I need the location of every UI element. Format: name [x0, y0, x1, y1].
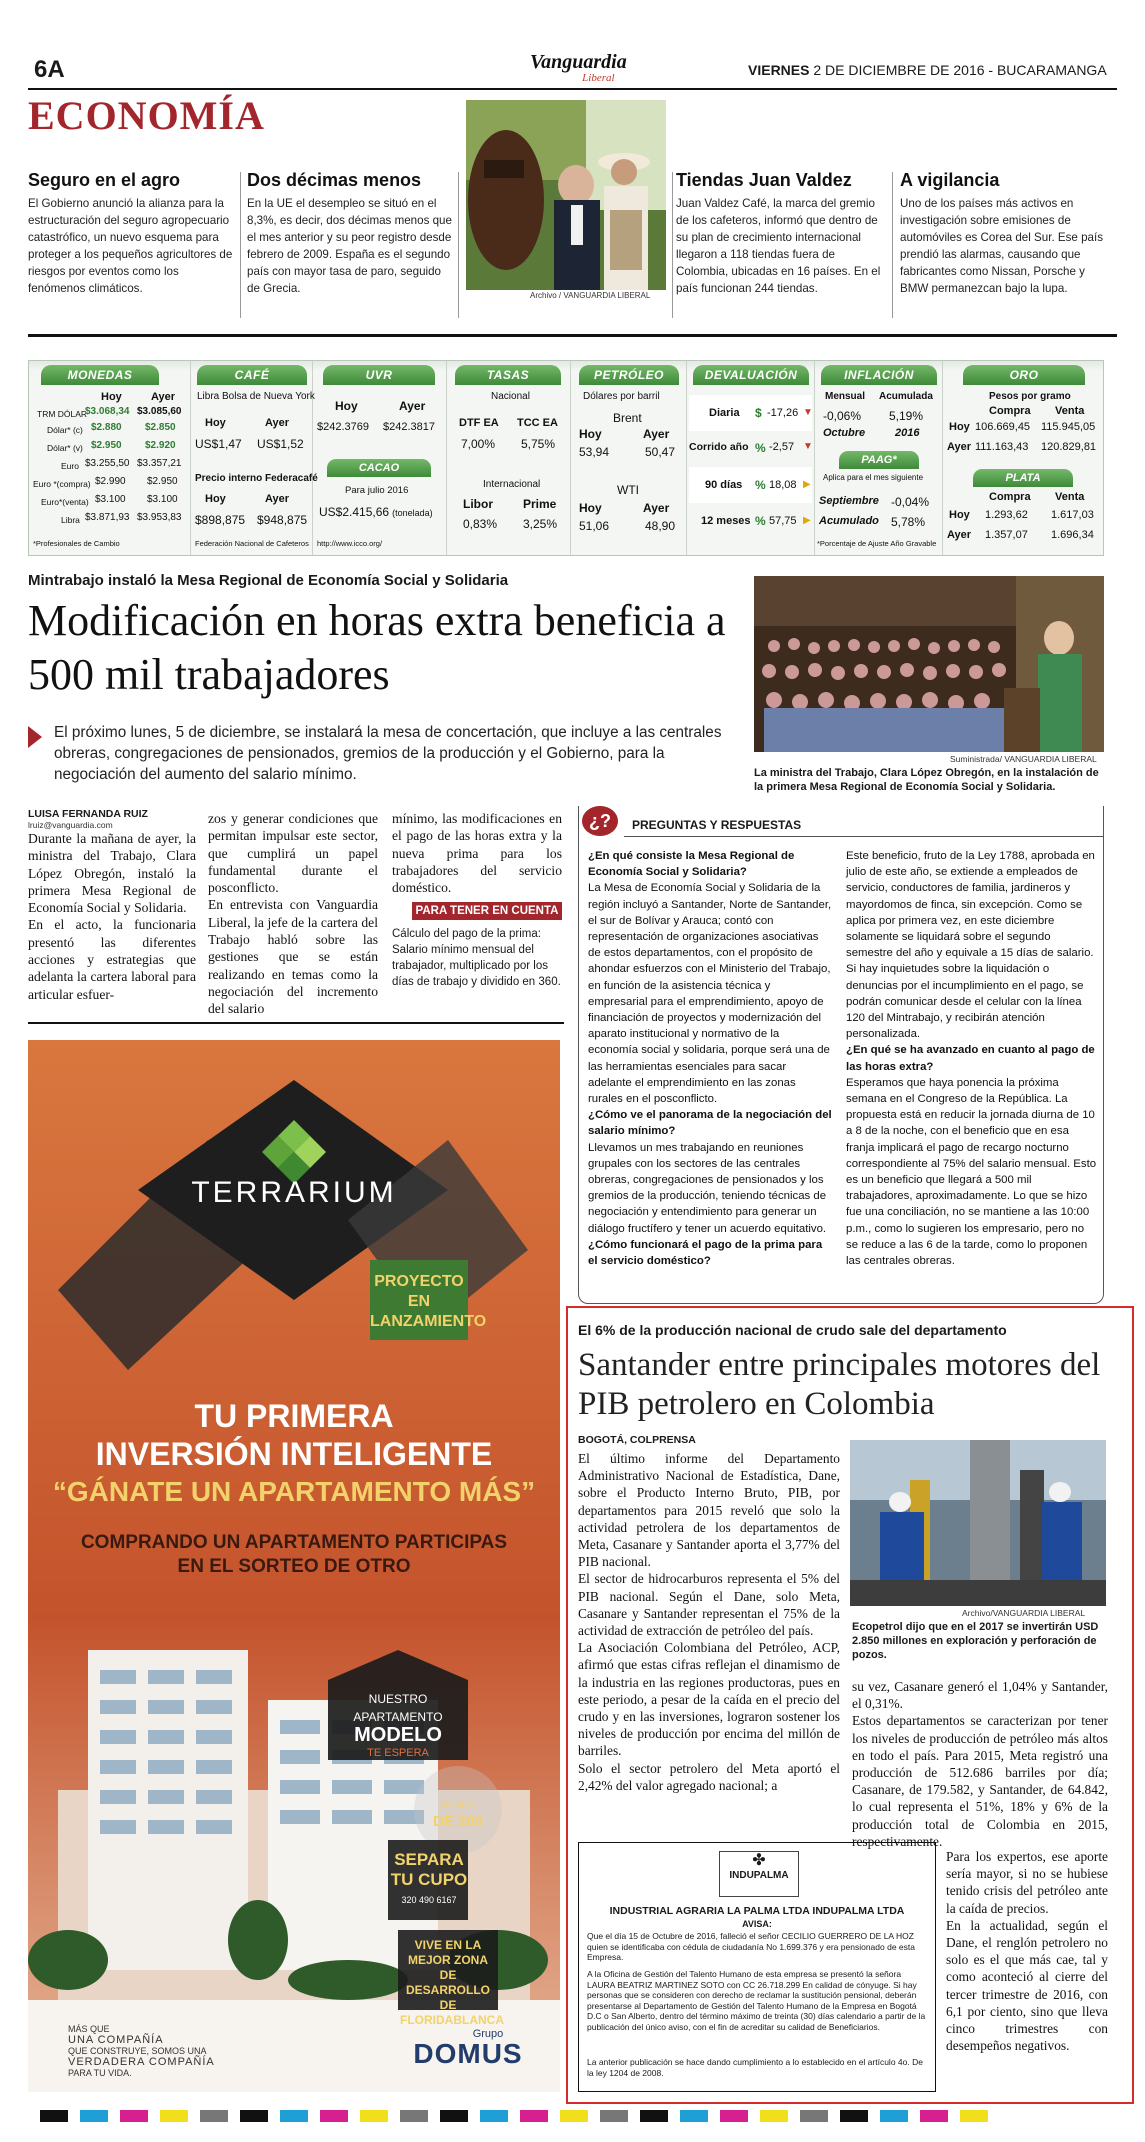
row-label: Hoy — [949, 509, 970, 521]
col-header: Prime — [523, 497, 557, 511]
row-ayer: $2.920 — [145, 440, 176, 451]
col-header: Ayer — [643, 427, 670, 441]
col-header: Acumulada — [879, 391, 933, 402]
row-ayer: $3.953,83 — [137, 512, 182, 523]
note-tab: PARA TENER EN CUENTA — [412, 902, 562, 920]
divider — [240, 172, 241, 318]
ad-vive: VIVE EN LA MEJOR ZONA DE DESARROLLO DE FLORIDABLANCA — [400, 1938, 504, 2027]
article-deck: El próximo lunes, 5 de diciembre, se instalará la mesa de concertación, que incluye a las centrales obreras, congregaciones de pensionados, gremios de la producción y el Gobierno, para la negociación del aumento del salario mínimo. — [54, 724, 722, 783]
value: 1.293,62 — [985, 509, 1028, 521]
row-label: Acumulado — [819, 515, 879, 527]
period-label: Octubre — [823, 427, 866, 439]
col-header: Hoy — [205, 493, 226, 505]
col-header: Ayer — [151, 391, 176, 403]
ad-badge: PROYECTO EN LANZAMIENTO — [370, 1273, 487, 1330]
row-label: Ayer — [947, 441, 972, 453]
tab-cacao: CACAO — [327, 459, 431, 477]
ad-logo-small: Grupo — [472, 2028, 504, 2040]
panel-subtitle: Libra Bolsa de Nueva York — [197, 391, 315, 402]
logo-text: Vanguardia — [530, 51, 627, 73]
brief-text: Juan Valdez Café, la marca del gremio de los cafeteros, informó que dentro de su plan de crecimiento internacional llegaron a 118 tiendas fuera de Colombia, ubicadas en 16 países. En el país funcionan 244 tiendas. — [676, 197, 881, 295]
row-label: Libra — [61, 515, 80, 525]
value: 1.696,34 — [1051, 529, 1094, 541]
qa-answer: Esperamos que haya ponencia la próxima semana en el Congreso de la República. La propuesta está en reducir la jornada diurna de 10 a 8 de la noche, con el beneficio que en esa franja implicará el pago de recargo nocturno correspondiente al 75% del salario mensual. Esto es un beneficio que llegará a 500 mil trabajadores, aproximadamente. Lo que se hizo fue una conciliación, no se mantiene a las 10:00 p.m., como lo sugieren los empresario, pero no se reduce a las 6 de la tarde, como lo proponen las centrales obreras. — [846, 1076, 1097, 1268]
article-column-2: zos y generar condiciones que permitan impulsar este sector, que cumplirá un papel fundamental durante el posconflicto. En entrevista con Vanguardia Liberal, la jefe de la cartera del Trabajo habló sobre las gestiones que se están realizando en temas como la negociación del incremento del salario — [208, 811, 378, 1017]
date-day: VIERNES — [748, 62, 810, 78]
qa-answer: Este beneficio, fruto de la Ley 1788, aprobada en julio de este año, se extiende a empleados de servicio, conductores de familia, jardineros y mayordomos de finca, sin excepción. Como se aplica por primera vez, en este diciembre solamente se liquidará sobre el segundo semestre del año y equivale a 15 días de salario. Si hay inquietudes sobre la liquidación o denuncias por el incumplimiento en el pago, se podrán comunicar desde el celular con la línea 120 del Mintrabajo, y recibirán atención personalizada. — [846, 850, 1095, 1041]
monedas-panel — [29, 361, 191, 555]
oil-column-2b: Para los expertos, ese aporte sería mayor, si no se hubiese tenido crisis del petróleo ante la caída de precios. En la actualidad, según el Dane, el renglón petrolero no solo es el que más cae, tal y como aconteció al cierre del tercer trimestre de 2016, con 6,1 por ciento, sino que lleva cinco trimestres con desempeños negativos. — [946, 1849, 1108, 2054]
tab-uvr: UVR — [323, 365, 435, 385]
col-header: Ayer — [399, 399, 426, 413]
col-header: Compra — [989, 491, 1031, 503]
notice-company: INDUSTRIAL AGRARIA LA PALMA LTDA INDUPALMA LTDA — [609, 1905, 905, 1917]
article-column-1: Durante la mañana de ayer, la ministra del Trabajo, Clara López Obregón, instaló la primera Mesa Regional de Economía Social y Solidaria. En el acto, la funcionaria presentó las diferentes acciones y estrategias que adelanta la cartera laboral para articular esfuer- — [28, 831, 196, 1002]
value: $948,875 — [257, 513, 308, 527]
value: 0,83% — [463, 517, 498, 531]
row-label: Ayer — [947, 529, 972, 541]
oil-dateline: BOGOTÁ, COLPRENSA — [578, 1434, 696, 1446]
period-label: 2016 — [895, 427, 920, 439]
value: 53,94 — [579, 445, 610, 459]
row-ayer: $3.100 — [147, 494, 178, 505]
brief-seguro-agro — [28, 170, 234, 297]
value: 3,25% — [523, 517, 558, 531]
article-photo-credit: Suministrada/ VANGUARDIA LIBERAL — [950, 754, 1097, 764]
row-label: Dólar* (v) — [47, 443, 83, 453]
ad-logo-big: DOMUS — [413, 2038, 523, 2069]
unit: % — [755, 441, 766, 455]
row-label: Diaria — [709, 407, 740, 419]
unit: $ — [755, 406, 762, 420]
notice-logo — [719, 1851, 799, 1897]
notice-label: AVISA: — [742, 1919, 772, 1929]
issue-date — [748, 62, 1107, 78]
value: 51,06 — [579, 519, 610, 533]
ad-line-4: COMPRANDO UN APARTAMENTO PARTICIPAS — [80, 1532, 508, 1553]
unit: % — [755, 478, 766, 492]
value: 115.945,05 — [1041, 421, 1096, 433]
tab-cafe: CAFÉ — [197, 365, 307, 385]
inflacion-panel — [815, 361, 943, 555]
row-label: 12 meses — [701, 515, 751, 527]
unit: % — [755, 514, 766, 528]
note-text: Cálculo del pago de la prima: Salario mínimo mensual del trabajador, multiplicado por los días de trabajo y dividido en 360. — [392, 928, 561, 988]
table-note: *Porcentaje de Ajuste Año Gravable — [817, 539, 937, 548]
value: -0,06% — [823, 409, 862, 423]
ad-line-3: “GÁNATE UN APARTAMENTO MÁS” — [52, 1476, 536, 1507]
tab-petroleo: PETRÓLEO — [579, 365, 679, 385]
oil-column-1: El último informe del Departamento Administrativo Nacional de Estadística, Dane, sobre el Producto Interno Bruto, PIB, por departamentos para 2015 reveló que solo la actividad petrolera de los departamentos de Meta, Casanare y Santander aporta el 3,77% del PIB nacional. El sector de hidrocarburos representa el 5% del PIB nacional. Según el Dane, solo Meta, Casanare y Santander representan el 75% de la actividad de extracción de petróleo del país. La Asociación Colombiana del Petróleo, ACP, afirmó que estas cifras reflejan el dinamismo de la industria en las regiones productoras, pues en este periodo, a pesar de la caída en el precio del crudo y en las inversiones, lograron sostener los niveles de producción por encima del millón de barriles. Solo el sector petrolero del Meta aportó el 2,42% del valor agregado nacional; a — [578, 1451, 840, 1793]
value: $242.3769 — [317, 421, 369, 433]
brief-text: El Gobierno anunció la alianza para la estructuración del seguro agropecuario catastrófico, un nuevo esquema para proteger a los pequeños agricultores de riesgos por eventos como los fenómenos climáticos. — [28, 197, 233, 295]
ad-modelo — [328, 1690, 468, 1762]
row-label: Corrido año — [689, 441, 749, 453]
row-label: TRM DÓLAR — [37, 409, 88, 419]
row-ayer: $3.357,21 — [137, 458, 182, 469]
devaluacion-panel — [687, 361, 815, 555]
row-label: Dólar* (c) — [47, 425, 83, 435]
col-header: Venta — [1055, 491, 1085, 503]
brief-title: Seguro en el agro — [28, 170, 181, 190]
qa-title-rule — [624, 836, 1104, 837]
panel-subtitle: Aplica para el mes siguiente — [823, 473, 924, 482]
deck-marker-icon — [28, 726, 42, 748]
value: 57,75 — [769, 515, 797, 527]
qa-answer: Llevamos un mes trabajando en reuniones grupales con los sectores de las centrales obreras, congregaciones de pensionados y los gremios de la producción, teniendo técnicas de negociación y entendimiento para generar un diálogo fructífero y tener un acuerdo equitativo. — [588, 1141, 827, 1235]
oil-photo — [850, 1440, 1106, 1606]
qa-title: PREGUNTAS Y RESPUESTAS — [632, 818, 802, 832]
value: 5,19% — [889, 409, 924, 423]
panel-subtitle: Dólares por barril — [583, 391, 660, 402]
down-arrow-icon: ▼ — [803, 441, 813, 452]
tab-tasas: TASAS — [455, 365, 561, 385]
ad-separa-2: TU CUPO — [390, 1870, 468, 1889]
col-header: DTF EA — [459, 417, 499, 429]
row-hoy: $2.950 — [91, 440, 122, 451]
col-header: Hoy — [579, 427, 602, 441]
cacao-value — [319, 505, 433, 519]
value: 1.617,03 — [1051, 509, 1094, 521]
ad-separa-1: SEPARA — [394, 1850, 464, 1869]
brief-vigilancia — [900, 170, 1110, 297]
ad-phone: 320 490 6167 — [401, 1895, 457, 1905]
briefs-rule — [28, 334, 1117, 337]
panel-subtitle: Para julio 2016 — [345, 485, 409, 496]
col-header: Ayer — [265, 493, 290, 505]
divider — [458, 172, 459, 318]
row-hoy: $3.100 — [95, 494, 126, 505]
brief-title: Tiendas Juan Valdez — [676, 170, 852, 190]
brief-photo — [466, 100, 666, 290]
ad-tagline-2: UNA COMPAÑÍA — [68, 2034, 164, 2046]
oil-headline: Santander entre principales motores del PIB petrolero en Colombia — [578, 1347, 1101, 1422]
col-header: Hoy — [205, 417, 226, 429]
unit: (tonelada) — [392, 508, 433, 518]
article-headline: Modificación en horas extra beneficia a 500 mil trabajadores — [28, 596, 726, 699]
byline-email: lruiz@vanguardia.com — [28, 820, 113, 830]
down-arrow-icon: ▼ — [803, 407, 813, 418]
row-hoy: $3.871,93 — [85, 512, 130, 523]
ad-tagline-3: QUE CONSTRUYE, SOMOS UNA — [68, 2046, 207, 2056]
row-ayer: $2.950 — [147, 476, 178, 487]
section-title: ECONOMÍA — [28, 93, 265, 138]
oil-photo-credit: Archivo/VANGUARDIA LIBERAL — [962, 1608, 1086, 1618]
row-hoy: $3.255,50 — [85, 458, 130, 469]
article-bottom-rule — [28, 1022, 564, 1024]
article-photo — [754, 576, 1104, 752]
brief-dos-decimas — [247, 170, 453, 297]
notice-paragraph-1: Que el día 15 de Octubre de 2016, falleció el señor CECILIO GUERRERO DE LA HOZ quien se identificaba con cédula de ciudadanía No 1.699.376 y era pensionado de esta Empresa. — [587, 1931, 915, 1962]
table-note: *Profesionales de Cambio — [33, 539, 120, 548]
logo-sub: Liberal — [582, 72, 615, 84]
brief-text: En la UE el desempleo se situó en el 8,3%, es decir, dos décimas menos que el mes anterior y su peor registro desde febrero de 2009. España es el segundo país con mayor tasa de paro, seguido de Grecia. — [247, 197, 452, 295]
uvr-panel — [313, 361, 447, 555]
value: 106.669,45 — [975, 421, 1031, 433]
panel-subtitle: Precio interno Federacafé — [195, 473, 318, 484]
value: US$2.415,66 — [319, 505, 390, 519]
row-label: Euro — [61, 461, 79, 471]
indicators-table — [28, 360, 1104, 556]
divider — [892, 172, 893, 318]
series-label: Brent — [613, 411, 642, 425]
notice-logo-text: INDUPALMA — [729, 1870, 789, 1881]
ad-tagline-4: VERDADERA COMPAÑÍA — [68, 2056, 215, 2068]
value: -2,57 — [769, 441, 795, 453]
qa-right-column — [846, 848, 1098, 1269]
value: 1.357,07 — [985, 529, 1028, 541]
col-header: Hoy — [335, 399, 358, 413]
row-hoy: $2.880 — [91, 422, 122, 433]
ad-separa — [390, 1850, 468, 1910]
qa-question: ¿En qué se ha avanzado en cuanto al pago de las horas extra? — [846, 1044, 1095, 1073]
newspaper-logo — [530, 51, 627, 86]
oro-panel — [943, 361, 1105, 555]
col-header: Ayer — [265, 417, 290, 429]
col-header: Ayer — [643, 501, 670, 515]
oil-kicker: El 6% de la producción nacional de crudo sale del departamento — [578, 1322, 1007, 1338]
ad-line-2: INVERSIÓN INTELIGENTE — [95, 1436, 493, 1472]
ad-price-1: DESDE — [440, 1800, 476, 1811]
ad-modelo-3: MODELO — [354, 1724, 442, 1746]
qa-question: ¿Cómo funcionará el pago de la prima para el servicio doméstico? — [588, 1238, 823, 1268]
value: $242.3817 — [383, 421, 435, 433]
panel-subtitle: Nacional — [491, 391, 530, 402]
ad-modelo-4: TE ESPERA — [367, 1747, 429, 1759]
row-label: 90 días — [705, 479, 743, 491]
ad-brand: TERRARIUM — [191, 1176, 397, 1209]
article-photo-caption: La ministra del Trabajo, Clara López Obregón, en la instalación de la primera Mesa Regional de Economía Social y Solidaria. — [754, 767, 1099, 793]
ad-modelo-1: NUESTRO — [368, 1692, 428, 1706]
value: 111.163,43 — [975, 441, 1029, 453]
tab-inflacion: INFLACIÓN — [821, 365, 937, 385]
tab-devaluacion: DEVALUACIÓN — [693, 365, 809, 385]
legal-notice — [578, 1842, 936, 2092]
series-label: WTI — [617, 483, 639, 497]
qa-badge: ¿? — [582, 806, 618, 836]
value: US$1,52 — [257, 437, 304, 451]
row-hoy: $2.990 — [95, 476, 126, 487]
oil-column-2a: su vez, Casanare generó el 1,04% y Santander, el 0,31%. Estos departamentos se caracterizan por tener los niveles de producción de petróleo más altos en todo el país. Para 2015, Meta registró una producción de 512.686 barriles por día; Casanare, de 179.582, y Santander, de 64.842, lo cual representa el 51%, 18% y 6% de la producción total de Colombia en 2015, respectivamente. — [852, 1679, 1108, 1849]
value: -0,04% — [891, 495, 930, 509]
panel-subtitle: Internacional — [483, 479, 541, 490]
col-header: TCC EA — [517, 417, 558, 429]
date-rest: 2 DE DICIEMBRE DE 2016 - BUCARAMANGA — [813, 62, 1107, 78]
qa-question: ¿Cómo ve el panorama de la negociación del salario mínimo? — [588, 1109, 832, 1138]
tab-monedas: MONEDAS — [41, 365, 159, 385]
col-header: Compra — [989, 405, 1031, 417]
value: 18,08 — [769, 479, 797, 491]
ad-price — [420, 1798, 496, 1830]
row-label: Septiembre — [819, 495, 879, 507]
qa-left-column — [588, 848, 832, 1269]
divider — [672, 172, 673, 318]
col-header: Venta — [1055, 405, 1085, 417]
byline: LUISA FERNANDA RUIZ — [28, 808, 148, 820]
palm-icon: ✤ — [752, 1852, 766, 1869]
panel-subtitle: Pesos por gramo — [989, 391, 1071, 402]
row-label: Hoy — [949, 421, 970, 433]
value: US$1,47 — [195, 437, 242, 451]
value: 120.829,81 — [1041, 441, 1097, 453]
notice-paragraph-3: La anterior publicación se hace dando cumplimiento a lo establecido en el artículo 4o. De la ley 1204 de 2008. — [587, 2057, 923, 2078]
tasas-panel — [447, 361, 571, 555]
table-note: Federación Nacional de Cafeteros — [195, 539, 309, 548]
qa-question: ¿En qué consiste la Mesa Regional de Economía Social y Solidaria? — [588, 850, 795, 879]
row-label: Euro*(venta) — [41, 497, 89, 507]
tab-plata: PLATA — [973, 469, 1073, 487]
value: 50,47 — [645, 445, 676, 459]
row-hoy: $3.068,34 — [85, 406, 130, 417]
cafe-panel — [191, 361, 318, 555]
row-ayer: $3.085,60 — [137, 406, 182, 417]
brief-text: Uno de los países más activos en investigación sobre emisiones de automóviles es Corea del Sur. Ese país prendió las alarmas, causando que fabricantes como Nissan, Porsche y BMW permanezcan bajo la lupa. — [900, 197, 1103, 295]
value: 48,90 — [645, 519, 676, 533]
right-arrow-icon: ▶ — [803, 515, 811, 526]
article-kicker: Mintrabajo instaló la Mesa Regional de Economía Social y Solidaria — [28, 572, 509, 589]
oil-photo-caption: Ecopetrol dijo que en el 2017 se invertirán USD 2.850 millones en exploración y perforación de pozos. — [852, 1621, 1099, 1661]
col-header: Libor — [463, 497, 493, 511]
notice-paragraph-2: A la Oficina de Gestión del Talento Humano de esta empresa se presentó la señora LAURA BEATRIZ MARTINEZ SOTO con CC 26.718.299 En calidad de cónyuge. Si hay personas que se consideren con derecho de reclamar la sustitución pensional, deberán presentarse al Departamento de Gestión del Talento Humano de la Empresa en Bogotá D.C o San Alberto, dentro del término máximo de treinta (30) días calendario a partir de la publicación del único aviso, con el fin de acreditar su calidad de Beneficiarios. — [587, 1969, 926, 2032]
article-column-3: mínimo, las modificaciones en el pago de las horas extra y la nueva prima para los trabajadores del servicio doméstico. — [392, 811, 562, 896]
tab-paag: PAAG* — [839, 451, 919, 469]
tab-oro: ORO — [963, 365, 1085, 385]
table-note: http://www.icco.org/ — [317, 539, 383, 548]
ad-tagline-5: PARA TU VIDA. — [68, 2068, 132, 2078]
value: 5,78% — [891, 515, 926, 529]
col-header: Hoy — [101, 391, 122, 403]
page-number: 6A — [34, 56, 65, 83]
brief-title: Dos décimas menos — [247, 170, 422, 190]
ad-logo — [408, 2024, 528, 2069]
brief-photo-credit: Archivo / VANGUARDIA LIBERAL — [530, 291, 651, 300]
value: 7,00% — [461, 437, 496, 451]
ad-price-2: DE 200 — [432, 1813, 484, 1830]
value: $898,875 — [195, 513, 246, 527]
ad-tagline-1: MÁS QUE — [68, 2024, 110, 2034]
qa-answer: La Mesa de Economía Social y Solidaria de la región incluyó a Santander, Norte de Santander, el sur de Bolívar y Arauca; contó con representación de organizaciones asociativas de estos departamentos, con el propósito de ahondar esfuerzos con el Ministerio del Trabajo, en función de la asistencia técnica y empresarial para el emprendimiento, apoyo de financiación de proyectos y modernización del aparato institucional y normativo de la economía social y solidaria, porque será una de las herramientas esenciales para sacar adelante el emprendimiento en las zonas rurales en el posconflicto. — [588, 882, 832, 1106]
ad-line-5: EN EL SORTEO DE OTRO — [177, 1556, 411, 1577]
brief-juan-valdez — [676, 170, 882, 297]
col-header: Hoy — [579, 501, 602, 515]
ad-line-1: TU PRIMERA — [194, 1398, 394, 1434]
advertisement — [28, 1040, 560, 2092]
row-ayer: $2.850 — [145, 422, 176, 433]
color-bar — [40, 2110, 1100, 2122]
ad-tagline — [68, 2024, 248, 2079]
value: 5,75% — [521, 437, 556, 451]
col-header: Mensual — [825, 391, 866, 402]
value: -17,26 — [767, 407, 799, 419]
petroleo-panel — [571, 361, 687, 555]
brief-title: A vigilancia — [900, 170, 1000, 190]
right-arrow-icon: ▶ — [803, 479, 811, 490]
header-rule — [28, 88, 1117, 90]
row-label: Euro *(compra) — [33, 479, 91, 489]
ad-modelo-2: APARTAMENTO — [353, 1710, 443, 1724]
